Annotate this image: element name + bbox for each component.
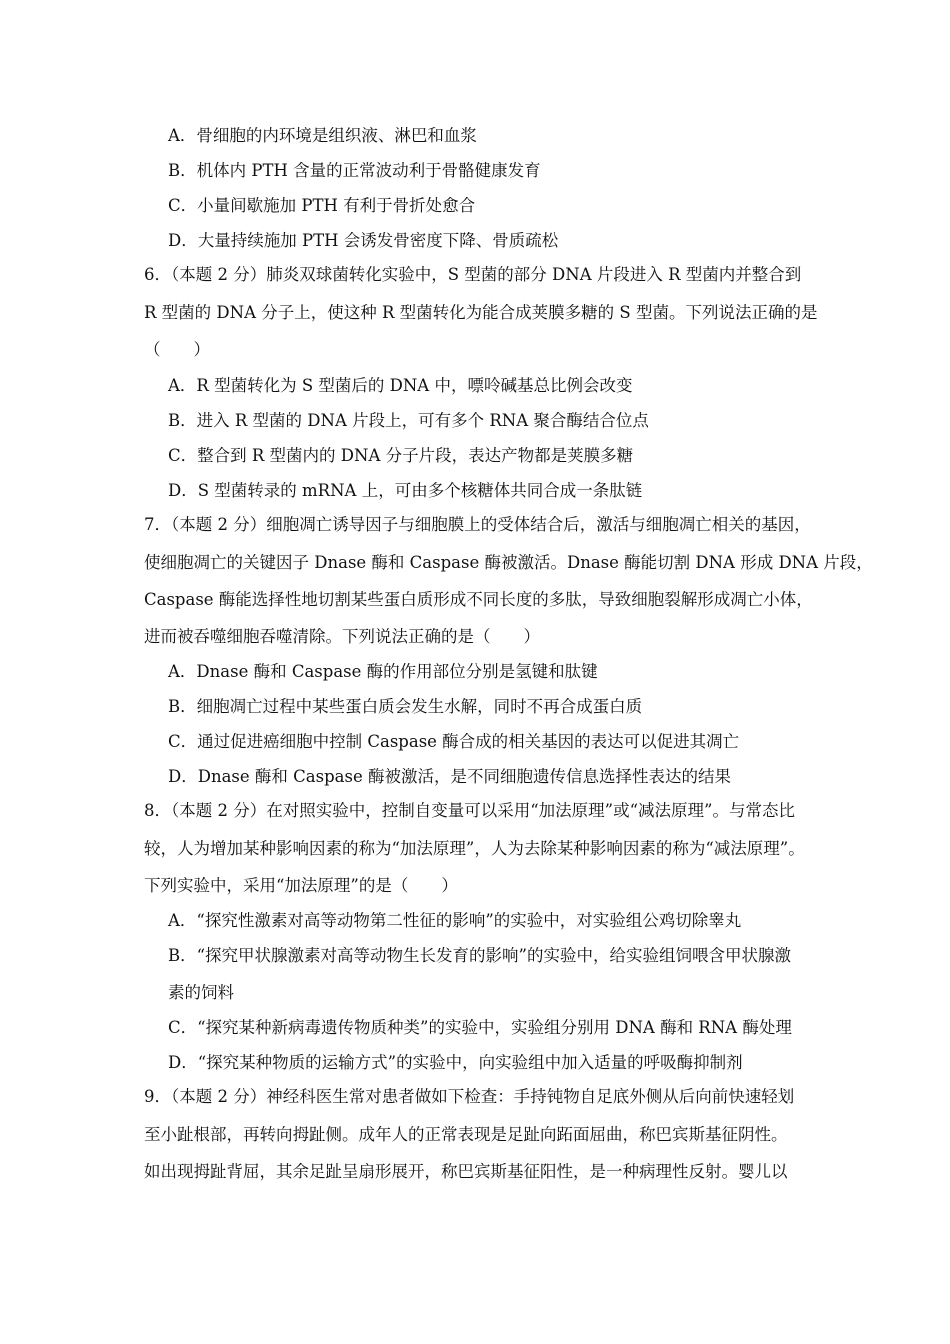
q6-stem-line-3: （ ） xyxy=(144,340,210,359)
q8-stem-line-3: 下列实验中，采用“加法原理”的是（ ） xyxy=(144,876,458,895)
q6-option-a: A．R 型菌转化为 S 型菌后的 DNA 中，嘌呤碱基总比例会改变 xyxy=(168,376,633,395)
q8-option-c: C．“探究某种新病毒遗传物质种类”的实验中，实验组分别用 DNA 酶和 RNA 酶处理 xyxy=(168,1018,792,1037)
q8-stem-line-1: 8．（本题 2 分）在对照实验中，控制自变量可以采用“加法原理”或“减法原理”。与常态比 xyxy=(144,801,795,820)
q8-stem-line-2: 较，人为增加某种影响因素的称为“加法原理”，人为去除某种影响因素的称为“减法原理”。 xyxy=(144,839,805,858)
q8-option-b-continued: 素的饲料 xyxy=(168,983,234,1002)
q6-stem-line-2: R 型菌的 DNA 分子上，使这种 R 型菌转化为能合成荚膜多糖的 S 型菌。下列说法正确的是 xyxy=(144,303,818,322)
q7-stem-line-3: Caspase 酶能选择性地切割某些蛋白质形成不同长度的多肽，导致细胞裂解形成凋亡小体， xyxy=(144,590,813,609)
q9-stem-line-3: 如出现拇趾背屈，其余足趾呈扇形展开，称巴宾斯基征阳性，是一种病理性反射。婴儿以 xyxy=(144,1162,788,1181)
q6-stem-line-1: 6．（本题 2 分）肺炎双球菌转化实验中，S 型菌的部分 DNA 片段进入 R 型菌内并整合到 xyxy=(144,265,802,284)
q6-option-d: D．S 型菌转录的 mRNA 上，可由多个核糖体共同合成一条肽链 xyxy=(168,481,643,500)
q5-option-c: C．小量间歇施加 PTH 有利于骨折处愈合 xyxy=(168,196,476,215)
q7-option-a: A．Dnase 酶和 Caspase 酶的作用部位分别是氢键和肽键 xyxy=(168,662,598,681)
q7-stem-line-1: 7．（本题 2 分）细胞凋亡诱导因子与细胞膜上的受体结合后，激活与细胞凋亡相关的基因， xyxy=(144,515,811,534)
q7-option-c: C．通过促进癌细胞中控制 Caspase 酶合成的相关基因的表达可以促进其凋亡 xyxy=(168,732,740,751)
q6-option-b: B．进入 R 型菌的 DNA 片段上，可有多个 RNA 聚合酶结合位点 xyxy=(168,411,649,430)
q5-option-d: D．大量持续施加 PTH 会诱发骨密度下降、骨质疏松 xyxy=(168,231,559,250)
q7-stem-line-4: 进而被吞噬细胞吞噬清除。下列说法正确的是（ ） xyxy=(144,627,540,646)
q8-option-b: B．“探究甲状腺激素对高等动物生长发育的影响”的实验中，给实验组饲喂含甲状腺激 xyxy=(168,946,791,965)
q8-option-a: A．“探究性激素对高等动物第二性征的影响”的实验中，对实验组公鸡切除睾丸 xyxy=(168,911,742,930)
q7-option-b: B．细胞凋亡过程中某些蛋白质会发生水解，同时不再合成蛋白质 xyxy=(168,697,643,716)
q5-option-a: A．骨细胞的内环境是组织液、淋巴和血浆 xyxy=(168,126,477,145)
q7-stem-line-2: 使细胞凋亡的关键因子 Dnase 酶和 Caspase 酶被激活。Dnase 酶能切割 DNA 形成 DNA 片段， xyxy=(144,553,873,572)
q6-option-c: C．整合到 R 型菌内的 DNA 分子片段，表达产物都是荚膜多糖 xyxy=(168,446,634,465)
q7-option-d: D．Dnase 酶和 Caspase 酶被激活，是不同细胞遗传信息选择性表达的结果 xyxy=(168,767,731,786)
q8-option-d: D．“探究某种物质的运输方式”的实验中，向实验组中加入适量的呼吸酶抑制剂 xyxy=(168,1053,743,1072)
q9-stem-line-1: 9．（本题 2 分）神经科医生常对患者做如下检查：手持钝物自足底外侧从后向前快速轻划 xyxy=(144,1087,795,1106)
q5-option-b: B．机体内 PTH 含量的正常波动利于骨骼健康发育 xyxy=(168,161,541,180)
q9-stem-line-2: 至小趾根部，再转向拇趾侧。成年人的正常表现是足趾向跖面屈曲，称巴宾斯基征阴性。 xyxy=(144,1125,788,1144)
